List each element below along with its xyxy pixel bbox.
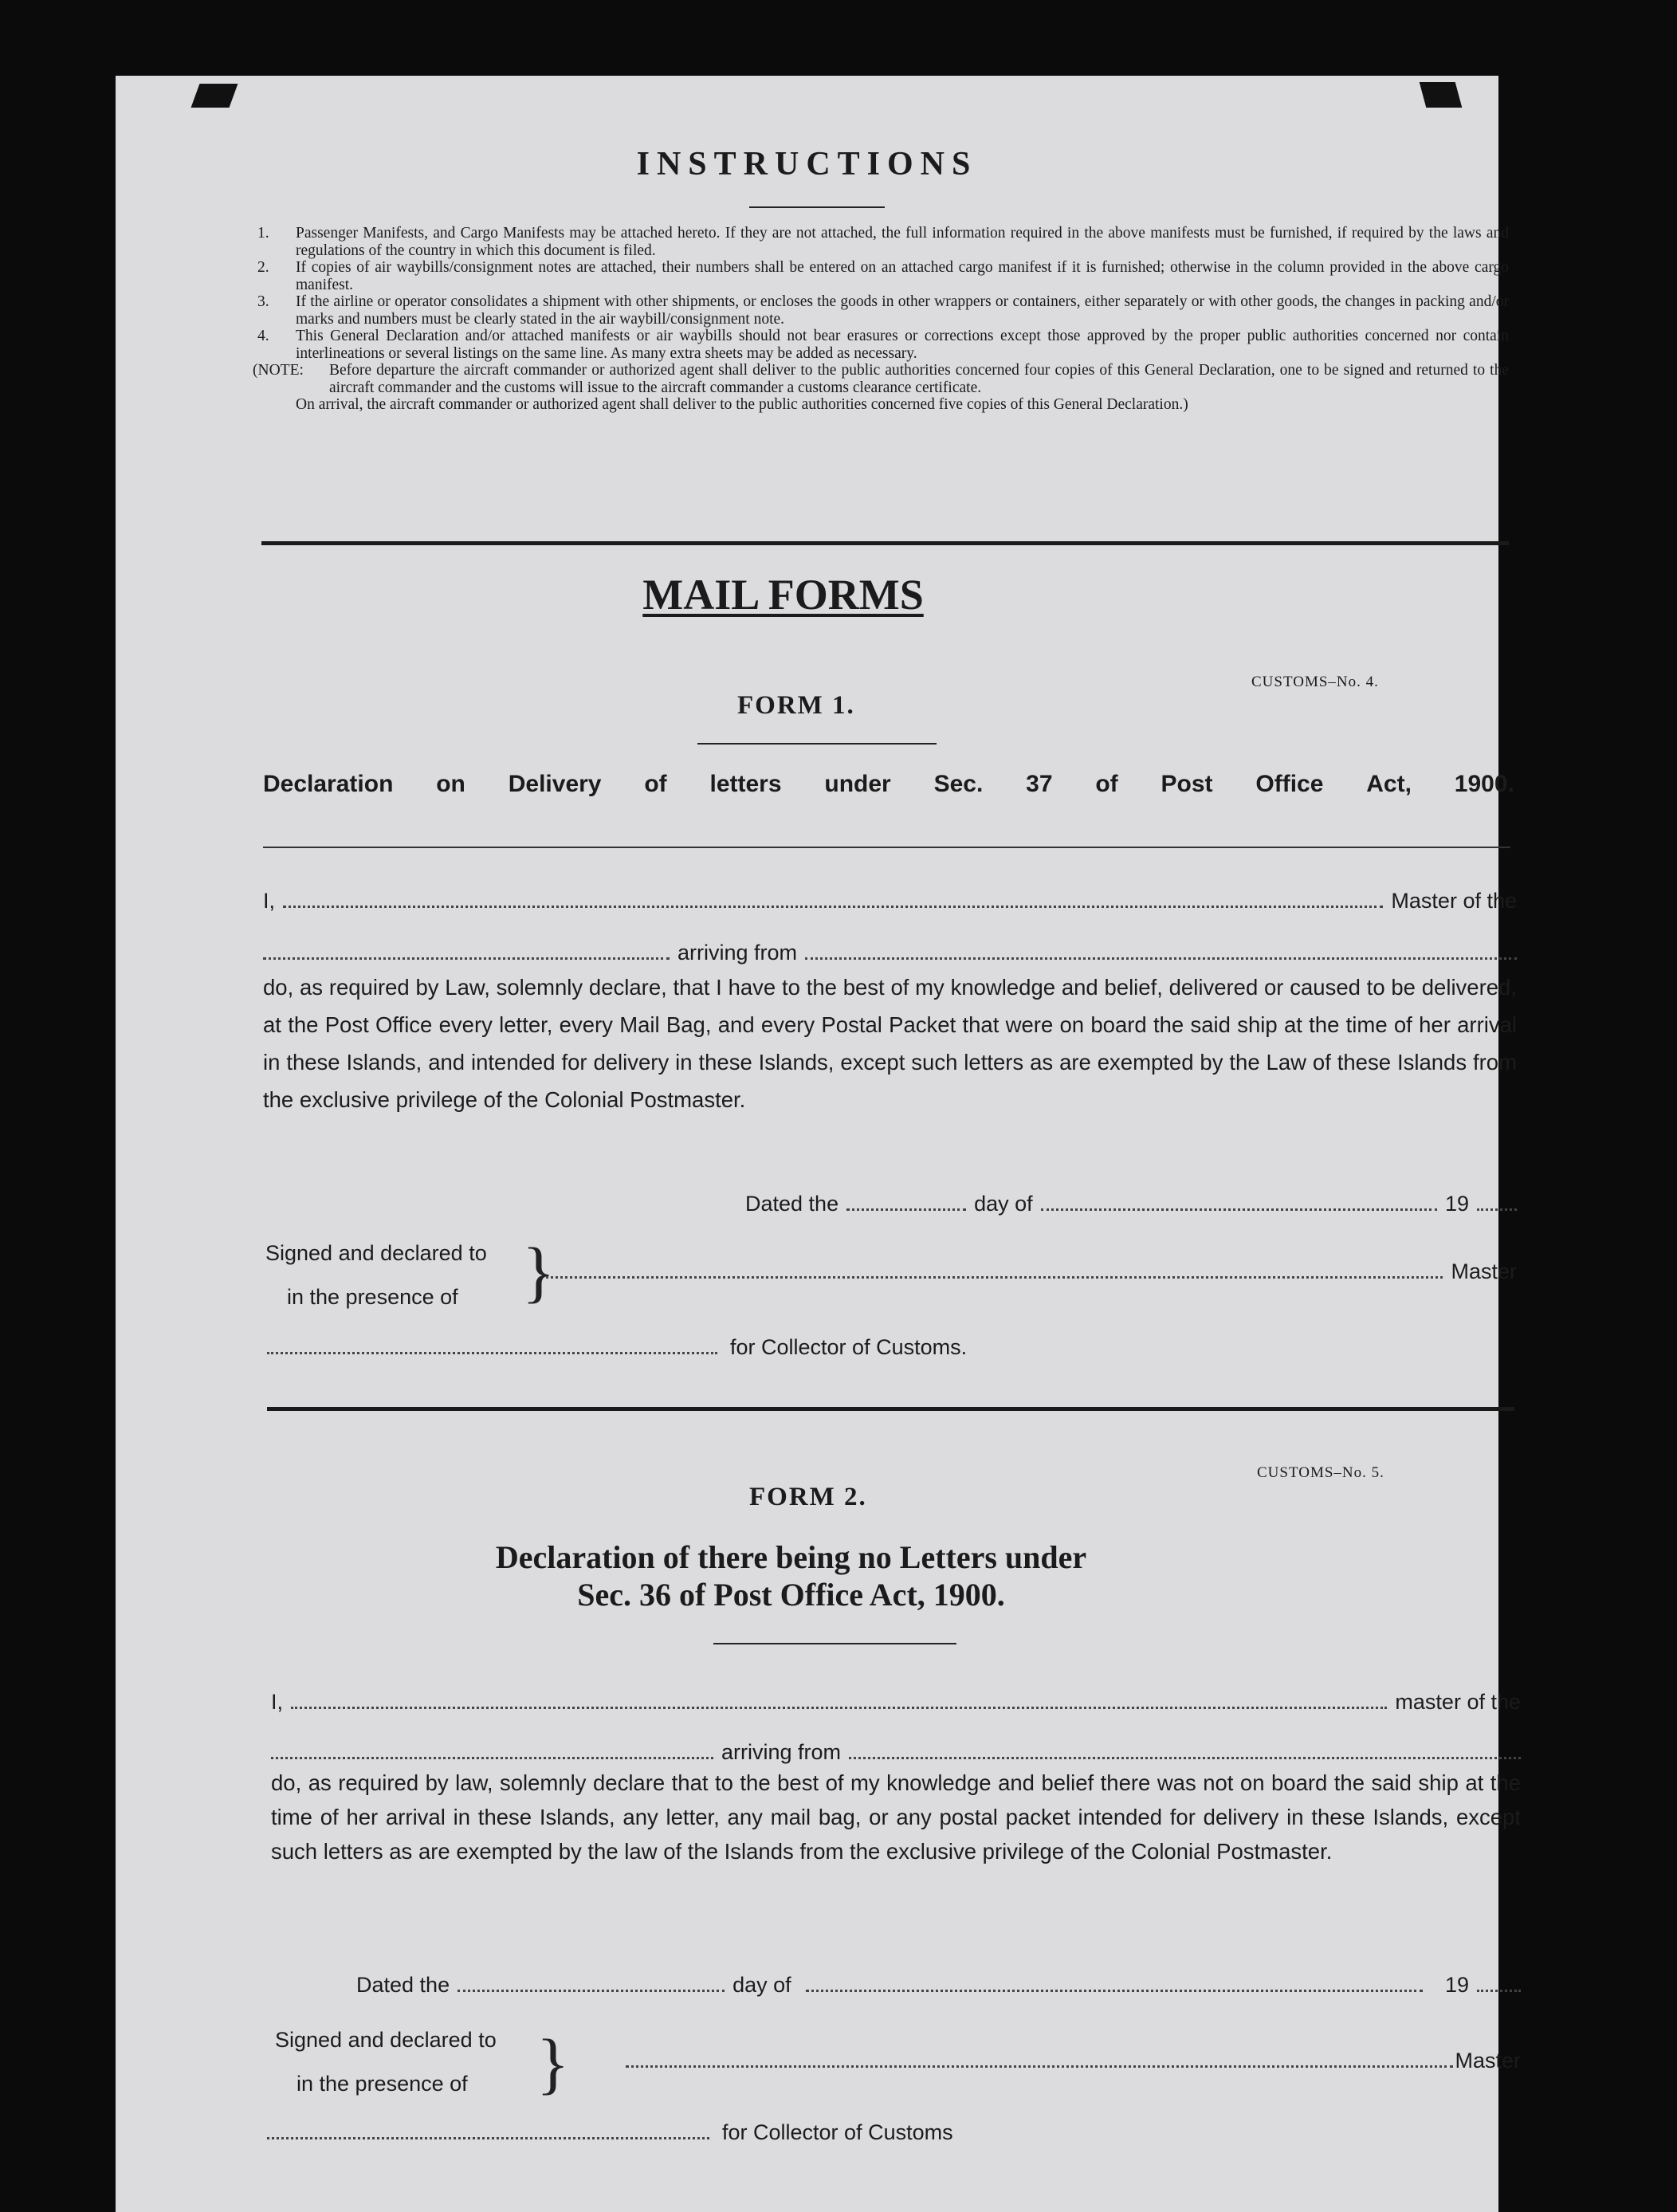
- note-text-arrival: On arrival, the aircraft commander or authorized agent shall deliver to the public authorities concerned five copies of this General Declaration.): [296, 396, 1188, 413]
- form1-dated-label: Dated the: [745, 1192, 839, 1216]
- form-divider: [267, 1407, 1514, 1411]
- note-text: Before departure the aircraft commander or authorized agent shall deliver to the public authorities concerned four copies of this General Declaration, one to be signed and returned to the aircraft commander and the customs will issue to the aircraft commander a customs clearance certificate.: [329, 362, 1509, 396]
- instruction-text: Passenger Manifests, and Cargo Manifests may be attached hereto. If they are not attached, the full information required in the above manifests must be furnished, if required by the laws and regulations of the country in which this document is filed.: [296, 225, 1509, 259]
- instructions-title: INSTRUCTIONS: [636, 146, 978, 183]
- tape-mark-left: [191, 84, 238, 108]
- form2-master-signature-field[interactable]: [626, 2065, 1453, 2068]
- instruction-number: 1.: [257, 225, 269, 242]
- form1-declaration-word: of: [644, 771, 667, 797]
- form2-arriving-label: arriving from: [721, 1740, 842, 1764]
- form1-declaration-word: Office: [1255, 771, 1324, 797]
- form1-collector-field[interactable]: [267, 1352, 717, 1354]
- instructions-title-rule: [749, 206, 885, 208]
- form1-ship-name-field[interactable]: [263, 957, 670, 960]
- instruction-text: This General Declaration and/or attached manifests or air waybills should not bear erasures or corrections except those approved by the proper public authorities concerned nor contain interlineations or several listings on the same line. As many extra sheets may be added as necessary.: [296, 328, 1509, 362]
- form1-signed-line2: in the presence of: [287, 1285, 458, 1309]
- form1-month-field[interactable]: [1041, 1208, 1437, 1211]
- form1-master-line: [263, 889, 1517, 913]
- form1-declaration-word: Delivery: [508, 771, 602, 797]
- form2-signed-label: [275, 2018, 497, 2106]
- form2-year-label: 19: [1444, 1973, 1469, 1997]
- form1-collector-line: [267, 1335, 1144, 1360]
- form2-master-signature-line: [626, 2049, 1521, 2073]
- form2-signed-line1: Signed and declared to: [275, 2028, 497, 2052]
- form1-declaration-word: Post: [1161, 771, 1213, 797]
- form1-declaration-word: under: [824, 771, 891, 797]
- form1-title: FORM 1.: [737, 691, 855, 720]
- form2-arriving-line: [271, 1740, 1521, 1765]
- instruction-number: 3.: [257, 293, 269, 310]
- form2-master-name-field[interactable]: [291, 1707, 1387, 1709]
- form2-declaration-line1: Declaration of there being no Letters under: [495, 1539, 1087, 1575]
- form1-brace: }: [522, 1233, 556, 1310]
- form2-arriving-from-field[interactable]: [849, 1757, 1521, 1759]
- form2-i-label: I,: [271, 1690, 284, 1714]
- form1-arriving-label: arriving from: [677, 941, 798, 965]
- form1-declaration-word: Sec.: [933, 771, 984, 797]
- form2-year-field[interactable]: [1477, 1990, 1521, 1992]
- form2-month-field[interactable]: [806, 1990, 1423, 1992]
- form2-collector-label: for Collector of Customs: [722, 2120, 953, 2144]
- form1-collector-label: for Collector of Customs.: [730, 1335, 968, 1359]
- form1-signed-line1: Signed and declared to: [265, 1241, 487, 1265]
- form1-declaration-word: 37: [1026, 771, 1053, 797]
- form2-collector-line: [267, 2120, 1144, 2145]
- form2-master-label: Master: [1455, 2049, 1521, 2073]
- tape-mark-right: [1420, 82, 1463, 108]
- form1-declaration-word: of: [1095, 771, 1118, 797]
- form1-year-label: 19: [1444, 1192, 1469, 1216]
- instruction-item-2: [257, 259, 1509, 293]
- instructions-divider: [261, 541, 1509, 545]
- form1-signed-label: [265, 1232, 487, 1319]
- form2-body-text: do, as required by law, solemnly declare that to the best of my knowledge and belief there was not on board the said ship at the time of her arrival in these Islands, any letter, any mail bag, or any postal packet intended for delivery in these Islands, except such letters as are exempted by the law of the Islands from the exclusive privilege of the Colonial Postmaster.: [271, 1770, 1521, 1864]
- mail-forms-title: MAIL FORMS: [642, 571, 924, 619]
- form1-year-field[interactable]: [1477, 1208, 1517, 1211]
- form1-dated-line: [745, 1192, 1517, 1216]
- instruction-note: [253, 362, 1509, 414]
- form2-collector-field[interactable]: [267, 2137, 709, 2139]
- form1-master-of-label: Master of the: [1391, 889, 1517, 913]
- form2-customs-number: CUSTOMS–No. 5.: [1257, 1464, 1384, 1481]
- form1-declaration-heading: [263, 771, 1514, 798]
- form2-title: FORM 2.: [749, 1483, 867, 1511]
- instruction-number: 2.: [257, 259, 269, 276]
- form2-day-of-label: day of: [732, 1973, 791, 1997]
- form2-brace: }: [536, 2025, 570, 2101]
- instruction-text: If copies of air waybills/consignment notes are attached, their numbers shall be entered on an attached cargo manifest if it is furnished; otherwise in the column provided in the above cargo manifest.: [296, 259, 1509, 293]
- form1-i-label: I,: [263, 889, 276, 913]
- instruction-item-3: [257, 293, 1509, 328]
- form1-declaration-word: Declaration: [263, 771, 394, 797]
- form1-master-signature-field[interactable]: [546, 1276, 1443, 1279]
- form1-master-signature-line: [546, 1259, 1517, 1284]
- form2-day-field[interactable]: [458, 1990, 725, 1992]
- form1-arriving-from-field[interactable]: [805, 957, 1517, 960]
- instruction-text: If the airline or operator consolidates a shipment with other shipments, or encloses the goods in other wrappers or containers, either separately or with other goods, the changes in packing and/or marks and numbers must be clearly stated in the air waybill/consignment note.: [296, 293, 1509, 328]
- form1-day-of-label: day of: [974, 1192, 1033, 1216]
- instructions-list: [253, 225, 1509, 414]
- form2-declaration-line2: Sec. 36 of Post Office Act, 1900.: [577, 1577, 1005, 1613]
- form2-ship-name-field[interactable]: [271, 1757, 713, 1759]
- form1-heading-rule: [263, 847, 1510, 848]
- form1-declaration-word: letters: [709, 771, 782, 797]
- instruction-number: 4.: [257, 328, 269, 344]
- form2-signed-line2: in the presence of: [297, 2072, 468, 2096]
- form1-customs-number: CUSTOMS–No. 4.: [1251, 674, 1379, 690]
- form1-body-text: do, as required by Law, solemnly declare, that I have to the best of my knowledge and belief, delivered or caused to be delivered, at the Post Office every letter, every Mail Bag, and every Postal Packet that were on board the said ship at the time of her arrival in these Islands, and intended for delivery in these Islands, except such letters as are exempted by the Law of these Islands from the exclusive privilege of the Colonial Postmaster.: [263, 975, 1517, 1112]
- form1-master-label: Master: [1451, 1259, 1517, 1283]
- form2-master-of-label: master of the: [1395, 1690, 1521, 1714]
- document-page: [116, 76, 1521, 2212]
- instruction-item-1: [257, 225, 1509, 259]
- form1-declaration-word: Act,: [1366, 771, 1412, 797]
- form1-title-rule: [697, 743, 937, 745]
- form2-heading-rule: [713, 1643, 956, 1644]
- form1-arriving-line: [263, 941, 1517, 965]
- form2-master-line: [271, 1690, 1521, 1715]
- form1-declaration-word: on: [436, 771, 465, 797]
- note-lead: (NOTE:: [253, 362, 304, 379]
- form1-day-field[interactable]: [846, 1208, 966, 1211]
- form1-declaration-word: 1900.: [1454, 771, 1514, 797]
- form2-dated-label: Dated the: [356, 1973, 450, 1997]
- form2-declaration-heading: [100, 1538, 1483, 1613]
- form2-dated-line: [356, 1973, 1521, 1998]
- form1-master-name-field[interactable]: [283, 906, 1383, 908]
- instruction-item-4: [257, 328, 1509, 362]
